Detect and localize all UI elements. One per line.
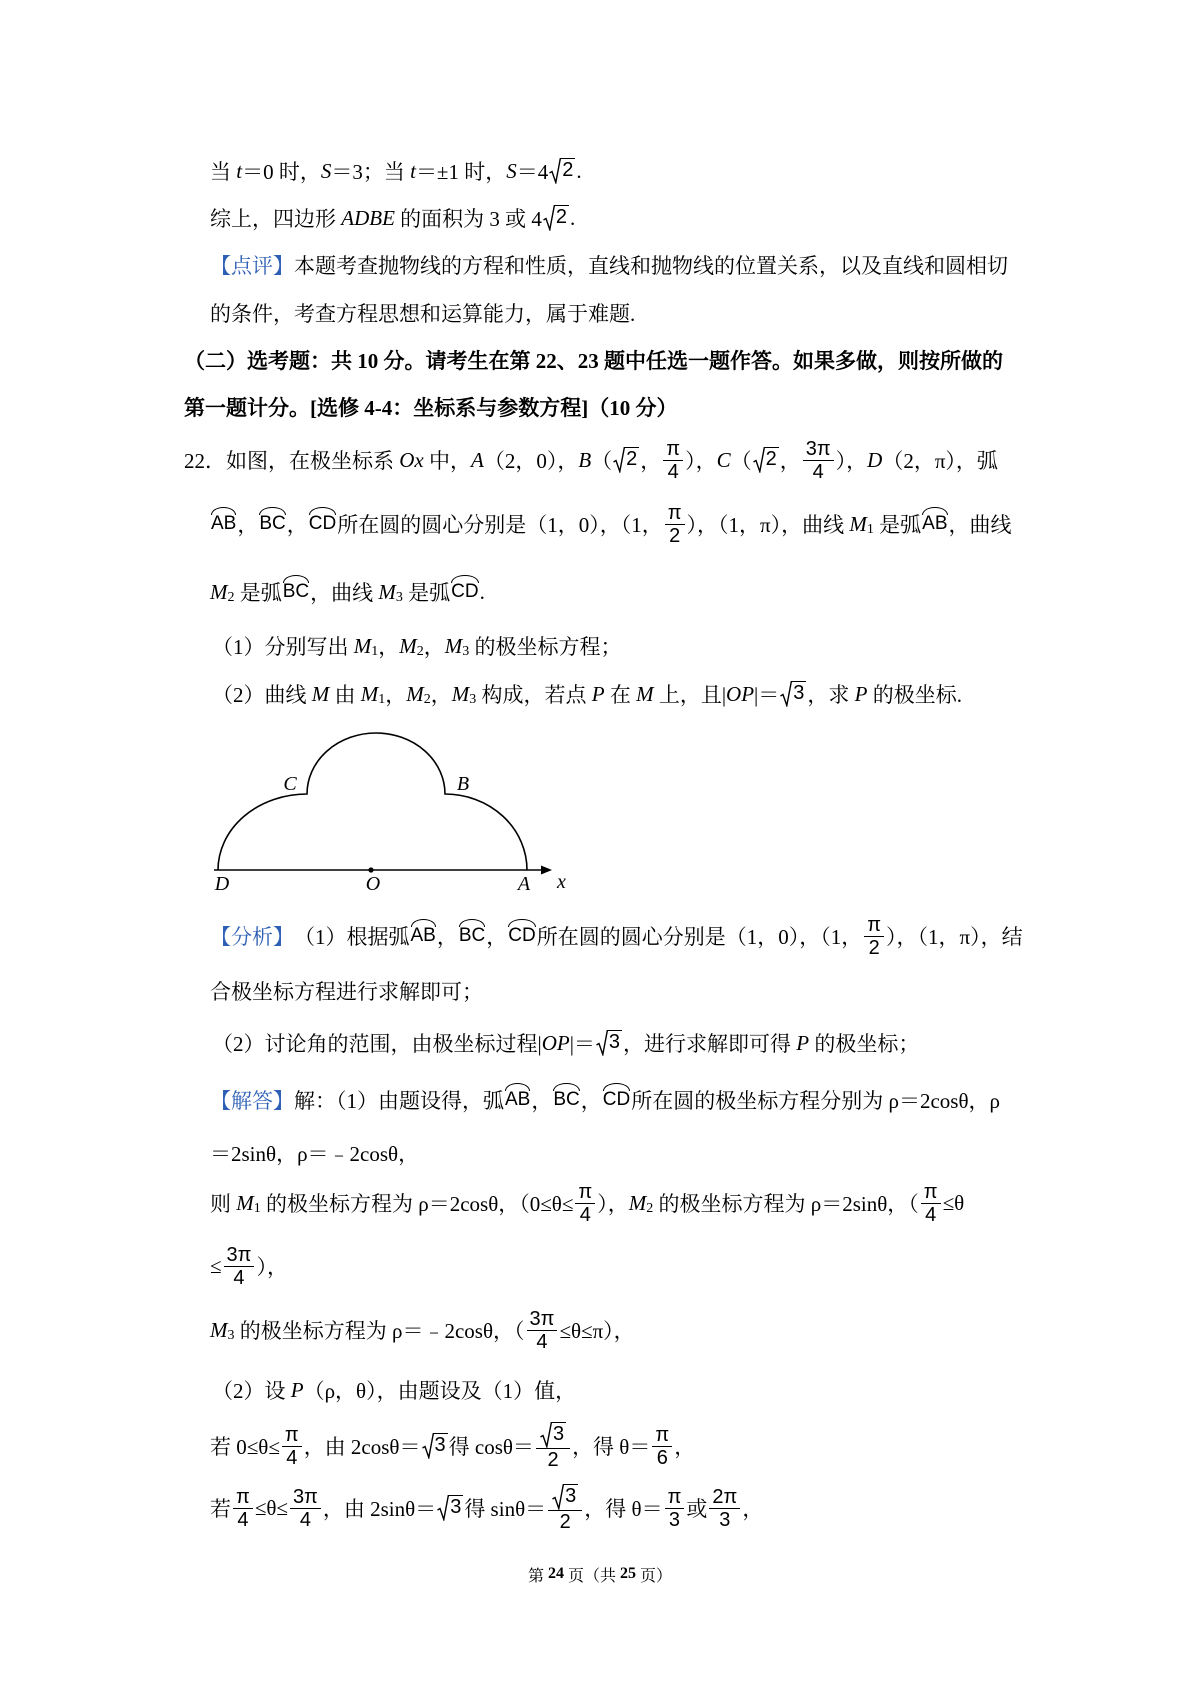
section-tag: 【分析】 [210,925,294,949]
text-run: 是弧 [402,581,451,605]
math-variable: M [210,1317,228,1342]
text-run: ，进行求解即可得 [623,1032,797,1056]
arc-label: CD [451,581,479,602]
fraction [921,1181,941,1226]
fraction [663,438,683,483]
math-variable: P [796,1030,810,1055]
problem-22-line-3 [210,572,485,612]
fraction-denominator: 2 [669,524,681,547]
math-variable: M [311,681,330,706]
radicand: 3 [434,1434,446,1456]
text-run: . [576,158,582,183]
math-variable: B [578,447,592,472]
arc-label: CD [508,925,536,946]
answer-line-3 [210,1180,965,1226]
text-run: ＝4 [516,160,549,184]
math-variable: M [378,579,396,604]
comment-line-1 [210,245,1008,285]
section-heading-line-2 [184,387,677,427]
arc-label: AB [211,513,237,534]
arc-label: AB [410,925,436,946]
text-run: ＝2sinθ，ρ＝﹣2cosθ， [210,1142,420,1166]
text-run: （ρ，θ），由题设及（1）值， [303,1379,577,1403]
text-run: ≤ [210,1253,222,1278]
answer-line-5 [210,1307,635,1353]
fraction-denominator: 2 [868,936,880,959]
text-run: 22．如图，在极坐标系 [184,449,400,473]
text-run: （2，π），弧 [882,449,998,473]
text-run: （ [730,449,752,473]
text-run: （1）根据弧 [294,925,410,949]
radical-sign-icon [613,447,625,473]
fraction [224,1244,255,1289]
bold-text: （二）选考题：共 10 分。请考生在第 22、23 题中任选一题作答。如果多做，则按所做的 [184,349,1003,373]
label-b: B [456,773,470,795]
fraction-numerator: π [665,502,685,525]
fraction-denominator: 4 [286,1446,298,1469]
axis-arrow-icon [541,866,552,875]
subscript: 3 [469,692,477,707]
radical-sign-icon [780,681,792,707]
text-run: ）， [835,449,868,473]
fraction [536,1422,570,1471]
math-variable: D [867,447,883,472]
problem-22-part-1 [212,626,622,666]
bold-text: 24 [547,1565,564,1582]
math-variable: t [410,158,416,183]
math-variable: M [451,681,470,706]
subscript: 1 [253,1201,261,1216]
math-variable: Ox [399,447,424,472]
text-run: . [570,205,576,230]
text-run: 页） [636,1567,673,1585]
arc-label: BC [282,581,310,602]
answer-line-2 [210,1133,419,1173]
fraction-denominator: 3 [668,1508,681,1531]
problem-22-part-2 [212,674,962,714]
sqrt-expression [552,1484,578,1510]
section-heading-line-1 [184,340,1003,380]
fraction-denominator: 4 [812,460,824,483]
sqrt-expression [549,158,575,184]
text-run: 在 [604,683,637,707]
text-run: 所在圆的极坐标方程分别为 ρ＝2cosθ，ρ [631,1089,1000,1113]
text-run: ）， [597,1192,629,1216]
arc-label: AB [505,1089,531,1110]
fraction-numerator [548,1484,582,1511]
text-run: 是弧 [873,513,922,537]
answer-line-1 [210,1080,1000,1120]
bold-text: 第一题计分。[选修 4-4：坐标系与参数方程]（10 分） [184,396,678,420]
sqrt-expression [422,1433,448,1459]
text-run: 的极坐标； [809,1032,920,1056]
sqrt-expression [753,447,779,473]
text-run: ），（1，π），结 [886,925,1023,949]
text-run: 或 [686,1497,708,1521]
fraction [665,1486,685,1531]
answer-line-8 [210,1484,764,1533]
math-variable: M [444,633,463,658]
text-run: ≤θ≤π）， [559,1319,635,1343]
text-run: |＝ [569,1032,595,1056]
fraction-numerator: π [233,1486,253,1509]
sqrt-expression [780,681,806,707]
math-variable: M [628,1190,647,1215]
math-variable: A [471,447,484,472]
arc-label: BC [553,1089,580,1110]
radical-sign-icon [549,158,561,184]
subscript: 2 [423,692,431,707]
text-run: ≤θ≤ [254,1495,288,1520]
text-run: ，求 [807,683,855,707]
text-run: 构成，若点 [476,683,592,707]
text-run: 的条件，考查方程思想和运算能力，属于难题. [210,302,636,326]
text-run: ， [423,635,445,659]
text-run: 页（共 [563,1567,620,1585]
text-run: ，得 θ＝ [572,1435,651,1459]
radicand: 2 [555,206,568,228]
text-run: 合极坐标方程进行求解即可； [210,980,483,1004]
text-run: ， [640,449,662,473]
fraction [652,1424,672,1469]
math-variable: M [399,633,417,658]
fraction-numerator: π [652,1424,672,1447]
text-run: （2）设 [212,1379,291,1403]
text-run: ）， [685,449,717,473]
text-run: ， [237,513,259,537]
math-variable: M [849,511,867,536]
math-variable: M [360,681,379,706]
pole-point [368,867,373,872]
text-run: ），（1，π），曲线 [686,513,850,537]
text-run: 则 [210,1192,237,1216]
sqrt-expression [543,205,569,231]
subscript: 1 [378,692,386,707]
text-run: ）， [256,1255,288,1279]
label-a: A [517,873,531,895]
fraction-numerator [536,1422,570,1449]
radicand: 3 [608,1031,621,1053]
section-tag: 【解答】 [210,1089,294,1113]
arc-label: AB [922,513,948,534]
text-run: 得 sinθ＝ [464,1497,547,1521]
line-area-conclusion [210,198,575,238]
subscript: 1 [371,644,379,659]
text-run: 得 cosθ＝ [448,1435,534,1459]
text-run: ， [742,1497,764,1521]
arc-label: CD [602,1089,631,1110]
answer-line-4 [210,1243,288,1289]
radical-sign-icon [753,447,765,473]
text-run: 解：（1）由题设得，弧 [294,1089,504,1113]
sqrt-expression [540,1422,566,1448]
fraction [527,1308,558,1353]
text-run: 的极坐标方程； [469,635,622,659]
fraction [665,502,685,547]
math-variable: M [236,1190,254,1215]
text-run: ， [378,635,400,659]
text-run: . [479,579,485,604]
arc-label: BC [458,925,486,946]
text-run: （2）讨论角的范围，由极坐标过程| [212,1032,542,1056]
fraction-numerator: π [575,1181,595,1204]
math-variable: S [506,158,517,183]
arc-label: BC [259,513,286,534]
answer-line-6 [212,1370,576,1410]
polar-curve-figure [200,720,580,900]
analysis-line-2 [210,971,483,1011]
radicand: 2 [562,159,574,181]
text-run: 是弧 [234,581,282,605]
radical-sign-icon [543,205,555,231]
text-run: 所在圆的圆心分别是（1，0），（1， [337,513,663,537]
subscript: 1 [866,522,874,537]
fraction-denominator: 6 [656,1446,668,1469]
text-run: ，得 θ＝ [584,1497,663,1521]
fraction [864,914,884,959]
text-run: ， [674,1435,696,1459]
radical-sign-icon [540,1422,552,1448]
text-run: |＝ [754,683,780,707]
text-run: 若 [210,1497,231,1521]
problem-22-line-2 [210,501,1012,547]
text-run: （2）曲线 [212,683,312,707]
math-variable: M [636,681,654,706]
radicand: 3 [552,1422,565,1445]
fraction-denominator: 4 [667,460,679,483]
subscript: 3 [462,644,470,659]
text-run: 的极坐标方程为 ρ＝﹣2cosθ，（ [234,1319,525,1343]
line-area-by-t-values [210,151,582,191]
subscript: 2 [416,644,424,659]
subscript: 2 [227,590,235,605]
text-run: （1）分别写出 [212,635,354,659]
text-run: 中， [423,449,471,473]
section-tag: 【点评】 [210,254,294,278]
arc-label: CD [308,513,337,534]
math-variable: OP [541,1030,570,1055]
text-run: 的面积为 3 或 4 [394,207,542,231]
label-x: x [557,871,566,893]
fraction [548,1484,582,1533]
fraction-denominator: 4 [233,1266,245,1289]
fraction [282,1424,302,1469]
math-variable: P [591,681,605,706]
text-run: ， [286,513,308,537]
fraction-denominator: 4 [237,1508,249,1531]
text-run: 的极坐标. [867,683,962,707]
text-run: 第 [527,1567,548,1585]
fraction [575,1181,595,1226]
fraction-numerator: 3π [290,1486,321,1509]
analysis-line-1 [210,913,1023,959]
text-run: ≤θ [942,1190,965,1215]
sqrt-expression [613,447,639,473]
fraction-numerator: 3π [803,438,834,461]
problem-22-line-1 [184,437,998,483]
text-run: ， [486,925,508,949]
text-run: ，曲线 [310,581,379,605]
math-variable: M [406,681,424,706]
comment-line-2 [210,293,635,333]
radicand: 2 [626,448,638,470]
math-variable: OP [726,681,755,706]
text-run: ，由 2cosθ＝ [303,1435,421,1459]
subscript: 3 [227,1328,235,1343]
fraction [803,438,834,483]
radicand: 3 [450,1496,462,1518]
fraction [709,1486,740,1531]
fraction [233,1486,253,1531]
label-c: C [283,773,297,795]
radical-sign-icon [596,1030,608,1056]
math-variable: M [210,579,228,604]
radicand: 3 [793,682,805,704]
text-run: （2，0）， [483,449,579,473]
text-run: 由 [329,683,361,707]
text-run: 的极坐标方程为 ρ＝2cosθ，（0≤θ≤ [260,1192,574,1216]
label-o: O [365,873,381,895]
radicand: 3 [565,1484,577,1507]
text-run: ， [580,1089,602,1113]
text-run: ＝3；当 [331,160,411,184]
text-run: 所在圆的圆心分别是（1，0），（1， [536,925,863,949]
fraction-numerator: π [864,914,884,937]
text-run: 上，且| [653,683,727,707]
fraction-numerator: 2π [709,1486,740,1509]
text-run: 若 0≤θ≤ [210,1435,280,1459]
radicand: 2 [765,448,777,470]
math-variable: M [353,633,372,658]
radical-sign-icon [552,1484,564,1510]
fraction-numerator: 3π [224,1244,255,1267]
sqrt-expression [437,1495,463,1521]
math-variable: t [236,158,243,183]
text-run: ，曲线 [948,513,1012,537]
answer-line-7 [210,1422,696,1471]
fraction-numerator: π [665,1486,685,1509]
radical-sign-icon [437,1495,449,1521]
math-variable: P [290,1377,304,1402]
curve-m [218,733,527,870]
text-run: ， [430,683,452,707]
page-footer [0,1560,1200,1588]
text-run: 的极坐标方程为 ρ＝2sinθ，（ [653,1192,919,1216]
math-variable: ADBE [341,205,395,230]
fraction [290,1486,321,1531]
analysis-line-3 [212,1023,919,1063]
fraction-denominator: 4 [579,1203,591,1226]
math-variable: P [854,681,868,706]
text-run: （ [591,449,613,473]
fraction-numerator: 3π [527,1308,558,1331]
bold-text: 25 [620,1565,636,1582]
fraction-denominator: 4 [925,1203,937,1226]
radical-sign-icon [422,1433,434,1459]
math-variable: S [320,158,332,183]
label-d: D [214,873,230,895]
subscript: 2 [646,1201,654,1216]
fraction-numerator: π [921,1181,941,1204]
text-run: ， [531,1089,553,1113]
text-run: 综上，四边形 [210,207,342,231]
fraction-denominator: 2 [547,1448,559,1471]
fraction-denominator: 2 [559,1510,571,1533]
fraction-numerator: π [282,1424,302,1447]
subscript: 3 [395,590,403,605]
text-run: ＝0 时， [242,160,321,184]
fraction-denominator: 4 [536,1330,548,1353]
text-run: ， [436,925,458,949]
text-run: ， [385,683,407,707]
fraction-numerator: π [663,438,683,461]
math-variable: C [716,447,731,472]
sqrt-expression [596,1030,622,1056]
text-run: ， [779,449,801,473]
text-run: ，由 2sinθ＝ [322,1497,437,1521]
fraction-denominator: 4 [299,1508,311,1531]
fraction-denominator: 3 [719,1508,731,1531]
text-run: 本题考查抛物线的方程和性质，直线和抛物线的位置关系，以及直线和圆相切 [294,254,1008,278]
text-run: ＝±1 时， [415,160,507,184]
text-run: 当 [210,160,237,184]
